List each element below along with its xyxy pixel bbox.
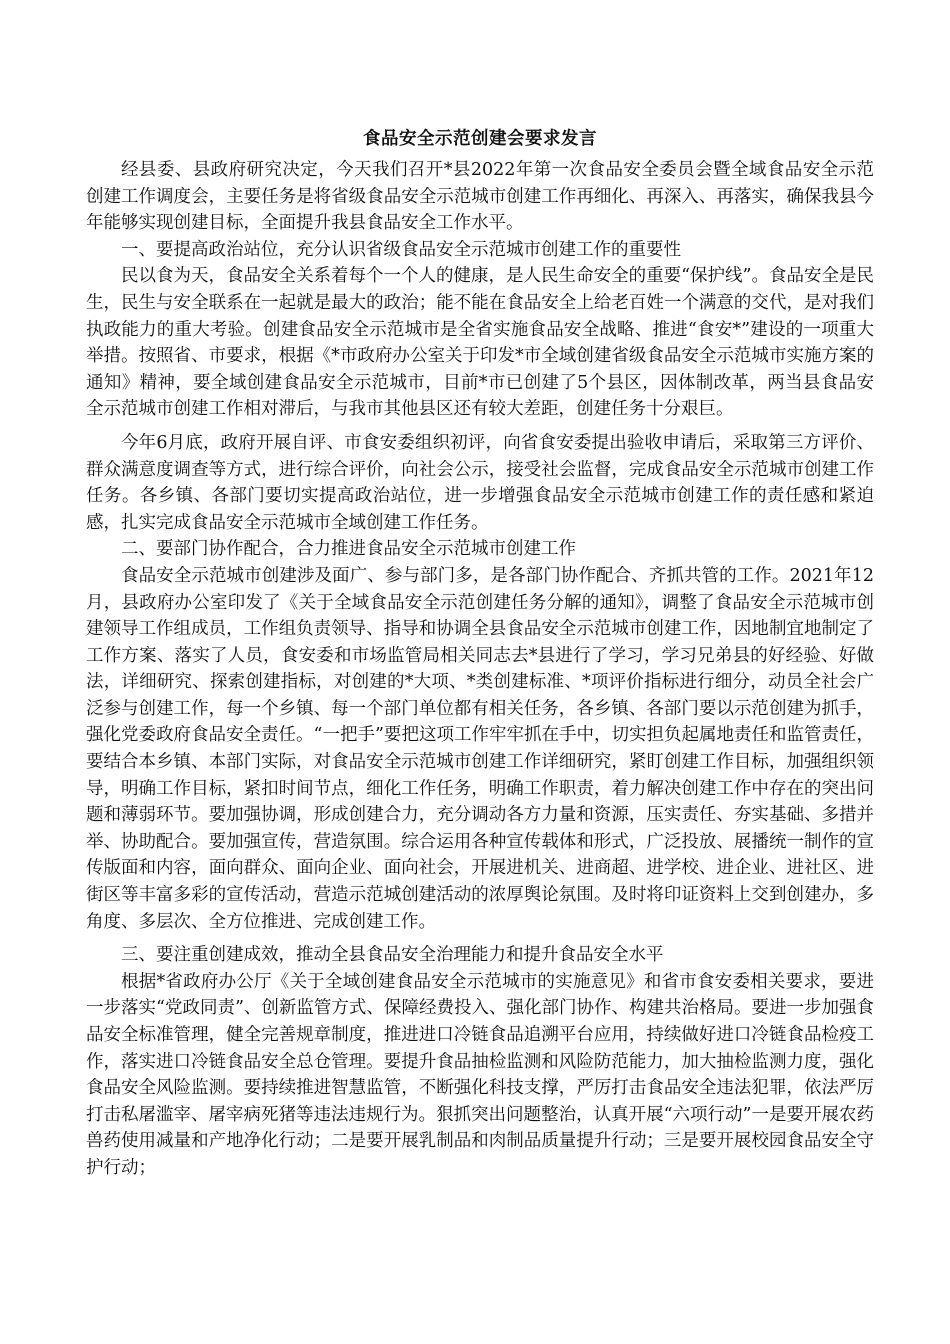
body-paragraph: 食品安全示范城市创建涉及面广、参与部门多，是各部门协作配合、齐抓共管的工作。2021年12月，县政府办公室印发了《关于全域食品安全示范创建任务分解的通知》，调整了食品安全示范城市创建领导工作组成员，工作组负责领导、指导和协调全县食品安全示范城市创建工作，因地制宜地制定了工作方案、落实了人员，食安委和市场监管局相关同志去*县进行了学习，学习兄弟县的好经验、好做法，详细研究、探索创建指标，对创建的*大项、*类创建标准、*项评价指标进行细分，动员全社会广泛参与创建工作，每一个乡镇、每一个部门单位都有相关任务，各乡镇、各部门要以示范创建为抓手，强化党委政府食品安全责任。“一把手”要把这项工作牢牢抓在手中，切实担负起属地责任和监管责任，要结合本乡镇、本部门实际，对食品安全示范城市创建工作详细研究，紧盯创建工作目标，加强组织领导，明确工作目标，紧扣时间节点，细化工作任务，明确工作职责，着力解决创建工作中存在的突出问题和薄弱环节。要加强协调，形成创建合力，充分调动各方力量和资源，压实责任、夯实基础、多措并举、协助配合。要加强宣传，营造氛围。综合运用各种宣传载体和形式，广泛投放、展播统一制作的宣传版面和内容，面向群众、面向企业、面向社会，开展进机关、进商超、进学校、进企业、进社区、进街区等丰富多彩的宣传活动，营造示范城创建活动的浓厚舆论氛围。及时将印证资料上交到创建办，多角度、多层次、全方位推进、完成创建工作。 — [86, 565, 874, 932]
body-paragraph: 今年6月底，政府开展自评、市食安委组织初评，向省食安委提出验收申请后，采取第三方评价、群众满意度调查等方式，进行综合评价，向社会公示，接受社会监督，完成食品安全示范城市创建工作任务。各乡镇、各部门要切实提高政治站位，进一步增强食品安全示范城市创建工作的责任感和紧迫感，扎实完成食品安全示范城市全域创建工作任务。 — [86, 432, 874, 533]
body-paragraph: 民以食为天，食品安全关系着每个一个人的健康，是人民生命安全的重要“保护线”。食品安全是民生，民生与安全联系在一起就是最大的政治；能不能在食品安全上给老百姓一个满意的交代，是对我们执政能力的重大考验。创建食品安全示范城市是全省实施食品安全战略、推进“食安*”建设的一项重大举措。按照省、市要求，根据《*市政府办公室关于印发*市全域创建省级食品安全示范城市实施方案的通知》精神，要全域创建食品安全示范城市，目前*市已创建了5个县区，因体制改革，两当县食品安全示范城市创建工作相对滞后，与我市其他县区还有较大差距，创建任务十分艰巨。 — [86, 266, 874, 420]
section-heading-2: 二、要部门协作配合，合力推进食品安全示范城市创建工作 — [121, 539, 576, 560]
section-heading-3: 三、要注重创建成效，推动全县食品安全治理能力和提升食品安全水平 — [121, 945, 664, 966]
intro-paragraph: 经县委、县政府研究决定，今天我们召开*县2022年第一次食品安全委员会暨全域食品安全示范创建工作调度会，主要任务是将省级食品安全示范城市创建工作再细化、再深入、再落实，确保我县今年能够实现创建目标，全面提升我县食品安全工作水平。 — [86, 160, 874, 234]
document-title: 食品安全示范创建会要求发言 — [363, 129, 597, 149]
section-heading-1: 一、要提高政治站位，充分认识省级食品安全示范城市创建工作的重要性 — [121, 239, 681, 260]
body-paragraph: 根据*省政府办公厅《关于全域创建食品安全示范城市的实施意见》和省市食安委相关要求，要进一步落实“党政同责”、创新监管方式、保障经费投入、强化部门协作、构建共治格局。要进一步加强食品安全标准管理，健全完善规章制度，推进进口冷链食品追溯平台应用，持续做好进口冷链食品检疫工作，落实进口冷链食品安全总仓管理。要提升食品抽检监测和风险防范能力，加大抽检监测力度，强化食品安全风险监测。要持续推进智慧监管，不断强化科技支撑，严厉打击食品安全违法犯罪，依法严厉打击私屠滥宰、屠宰病死猪等违法违规行为。狠抓突出问题整治，认真开展“六项行动”一是要开展农药兽药使用减量和产地净化行动；二是要开展乳制品和肉制品质量提升行动；三是要开展校园食品安全守护行动； — [86, 971, 874, 1178]
